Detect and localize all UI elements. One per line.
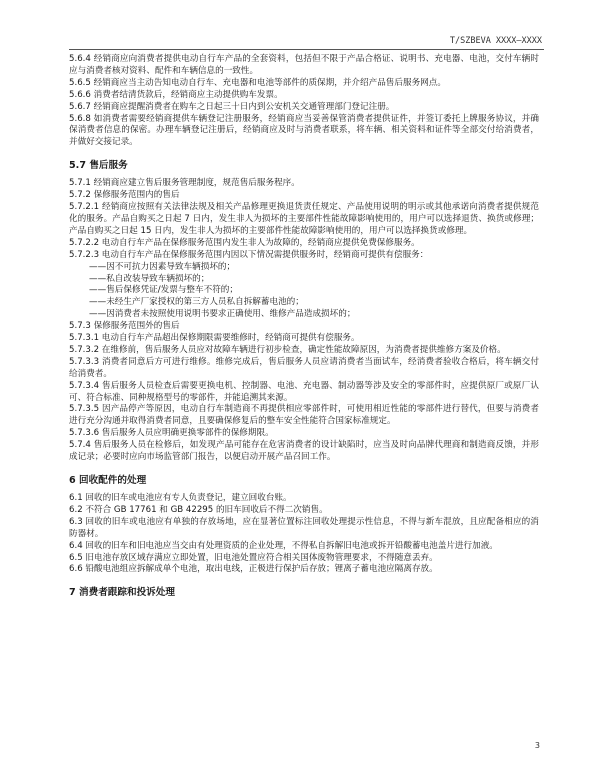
document-body [69,54,539,605]
page-number: 3 [534,741,540,750]
clause-5-7-2-1: 5.7.2.1 经销商应按照有关法律法规及相关产品修理更换退货责任规定、产品使用说明的明示或其他承诺向消费者提供规范化的服务。产品自购买之日起 7 日内，发生非人为损坏的主要部件性能故障影响使用的，用户可以选择退货、换货或修理；产品自购买之日起 15 日内，发生非人为损坏的主要部件性能故障影响使用的，用户可以选择换货或修理。 [69,202,539,236]
clause-6-1: 6.1 回收的旧车或电池应有专人负责登记，建立回收台账。 [69,493,292,503]
list-item: ——售后保修凭证/发票与整车不符的； [89,285,238,296]
clause-6-2: 6.2 不符合 GB 17761 和 GB 42295 的旧车回收后不得二次销售。 [69,504,328,515]
clause-5-6-7: 5.6.7 经销商应提醒消费者在购车之日起三十日内到公安机关交通管理部门登记注册。 [69,101,395,112]
list-item: ——因不可抗力因素导致车辆损坏的； [89,261,236,272]
header-rule [69,49,544,50]
clause-6-6: 6.6 铅酸电池组应拆解成单个电池，取出电线，正极进行保护后存放；锂离子蓄电池应隔离存放。 [69,564,438,575]
heading-7: 7 消费者跟踪和投诉处理 [69,587,175,599]
clause-5-7-3-4: 5.7.3.4 售后服务人员检查后需要更换电机、控制器、电池、充电器、制动器等涉及安全的零部件时，应提供原厂或原厂认可、符合标准、同种规格型号的零部件，并能追溯其来源。 [69,380,539,403]
clause-6-3: 6.3 回收的旧车或电池应有单独的存放场地，应在显著位置标注回收处理提示性信息，不得与新车混放，且应配备相应的消防器材。 [69,516,539,539]
clause-5-7-2: 5.7.2 保修服务范围内的售后 [69,190,180,201]
list-item: ——因消费者未按照使用说明书要求正确使用、维修产品造成损坏的； [89,309,356,320]
clause-5-6-6: 5.6.6 消费者结清货款后，经销商应主动提供购车发票。 [69,89,283,100]
clause-5-7-4: 5.7.4 售后服务人员在检修后，如发现产品可能存在危害消费者的设计缺陷时，应当及时向品牌代理商和制造商反馈，并形成记录；必要时应向市场监管部门报告，以便启动开展产品召回工作。 [69,440,539,463]
clause-5-6-8: 5.6.8 如消费者需要经销商提供车辆登记注册服务，经销商应当妥善保管消费者提供证件，并签订委托上牌服务协议，并确保消费者信息的保密。办理车辆登记注册后，经销商应及时与消费者联系，将车辆、相关资料和证件等全部交付给消费者，并做好交接记录。 [69,113,539,148]
clause-5-7-1: 5.7.1 经销商应建立售后服务管理制度，规范售后服务程序。 [69,178,300,189]
list-item: ——未经生产厂家授权的第三方人员私自拆解蓄电池的； [89,297,304,308]
heading-5-7: 5.7 售后服务 [69,160,128,172]
clause-5-7-3-1: 5.7.3.1 电动自行车产品超出保修期限需要维修时，经销商可提供有偿服务。 [69,333,360,344]
clause-5-6-4: 5.6.4 经销商应向消费者提供电动自行车产品的全套资料，包括但不限于产品合格证、说明书、充电器、电池，交付车辆时应与消费者核对资料、配件和车辆信息的一致性。 [69,54,539,76]
clause-6-5: 6.5 旧电池存放区域存满应立即处置，旧电池处置应符合相关国体废物管理要求，不得随意丢弃。 [69,552,438,563]
clause-5-7-3-5: 5.7.3.5 因产品停产等原因，电动自行车制造商不再提供相应零部件时，可使用相近性能的零部件进行替代，但要与消费者进行充分沟通并取得消费者同意，且要确保修复后的整车安全性能符合国家标准规定。 [69,404,539,427]
clause-5-7-2-2: 5.7.2.2 电动自行车产品在保修服务范围内发生非人为故障的，经销商应提供免费保修服务。 [69,237,420,248]
document-code-header: T/SZBEVA XXXX—XXXX [449,36,542,46]
clause-5-7-2-3: 5.7.2.3 电动自行车产品在保修服务范围内因以下情况需提供服务时，经销商可提供有偿服务： [69,249,429,260]
clause-5-7-3-2: 5.7.3.2 在维修前，售后服务人员应对故障车辆进行初步检查，确定性能故障原因，为消费者提供维修方案及价格。 [69,344,506,355]
list-item: ——私自改装导致车辆损坏的； [89,273,210,284]
clause-5-7-3: 5.7.3 保修服务范围外的售后 [69,321,180,332]
clause-6-4: 6.4 回收的旧车和旧电池应当交由有处理资质的企业处理，不得私自拆解旧电池或拆开铅酸蓄电池盖片进行加液。 [69,540,498,551]
clause-5-7-3-3: 5.7.3.3 消费者同意后方可进行维修。维修完成后，售后服务人员应请消费者当面试车，经消费者验收合格后，将车辆交付给消费者。 [69,356,539,379]
heading-6: 6 回收配件的处理 [69,475,147,486]
clause-5-7-3-6: 5.7.3.6 售后服务人员应明确更换零部件的保修期限。 [69,428,274,439]
clause-5-6-5: 5.6.5 经销商应当主动告知电动自行车、充电器和电池等部件的质保期，并介绍产品售后服务网点。 [69,77,446,88]
